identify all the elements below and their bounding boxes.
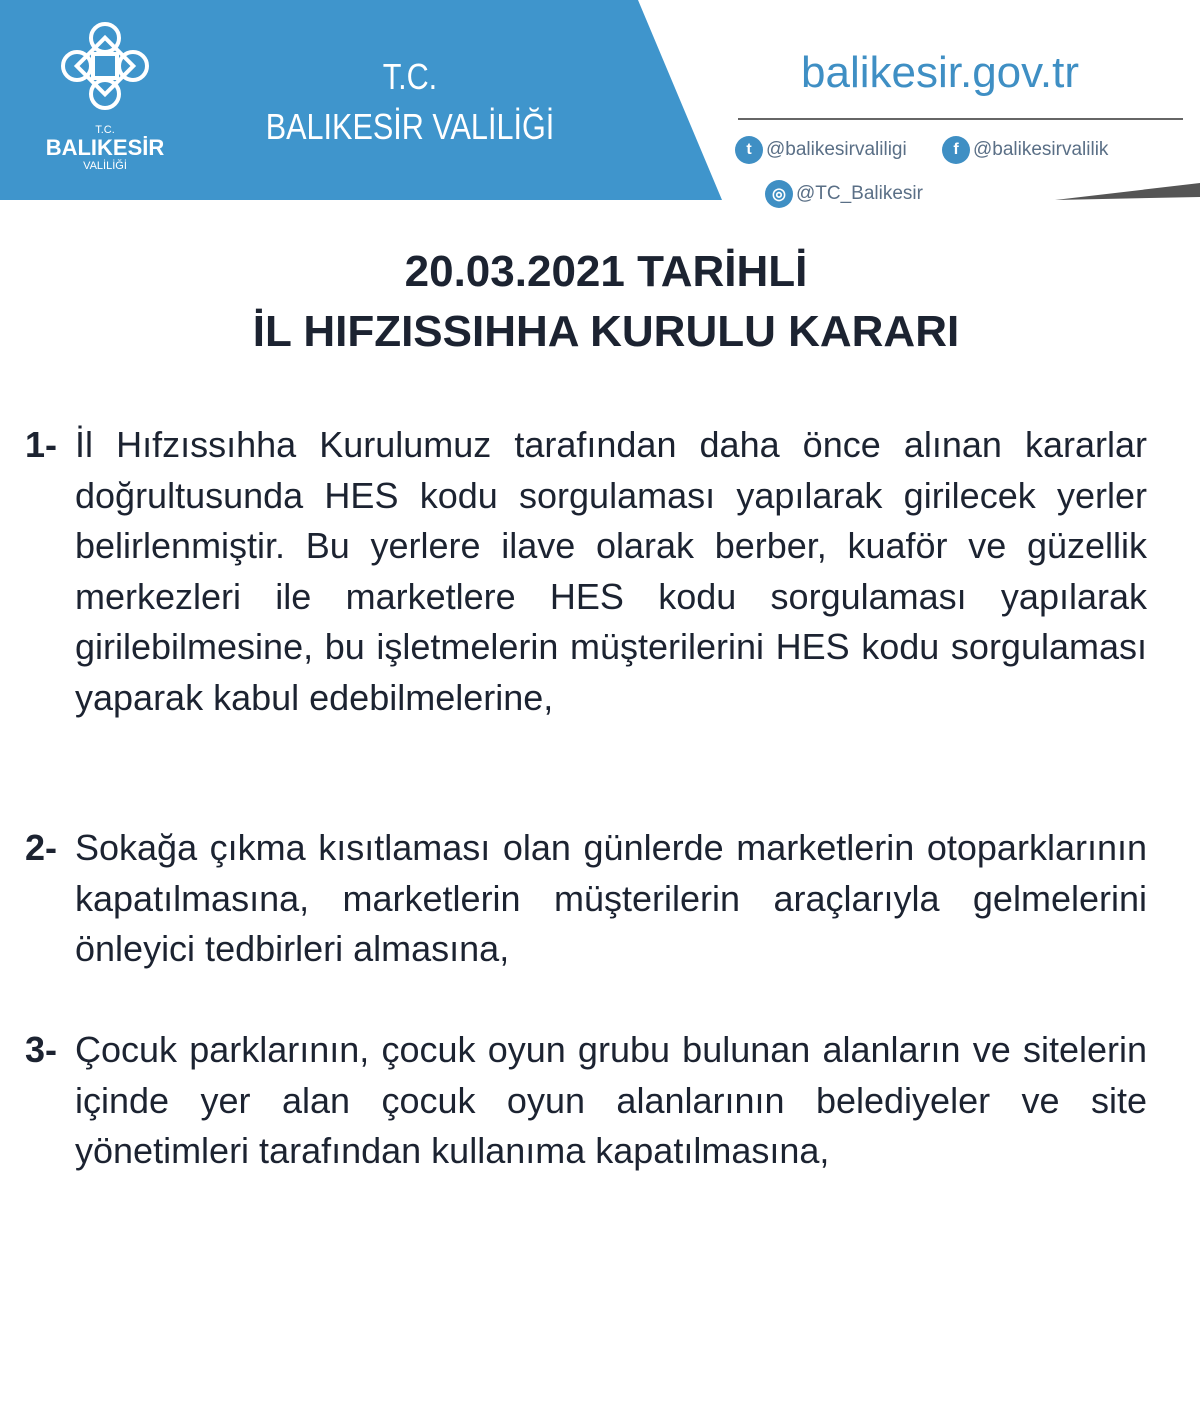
logo-sub: VALİLİĞİ xyxy=(83,160,127,172)
title-line1: 20.03.2021 TARİHLİ xyxy=(404,247,808,296)
title-line2: İL HIFZISSIHHA KURULU KARARI xyxy=(252,307,960,356)
item-text: Sokağa çıkma kısıtlaması olan günlerde marketlerin otoparklarının kapatılmasına, marketlerin müşterilerin araçlarıyla gelmelerini önleyici tedbirleri almasına, xyxy=(75,827,1147,969)
instagram-handle-text: @TC_Balikesir xyxy=(796,183,923,204)
item-number: 3- xyxy=(25,1029,58,1070)
logo-tc: T.C. xyxy=(95,124,115,136)
decision-item-2 xyxy=(25,823,1147,975)
divider xyxy=(738,118,1183,120)
knot-emblem-icon xyxy=(57,18,153,114)
website-link[interactable]: balikesir.gov.tr xyxy=(801,48,1079,97)
decision-item-1 xyxy=(25,420,1147,723)
banner-title-line1: T.C. xyxy=(382,56,438,97)
item-number: 1- xyxy=(25,424,58,465)
logo-name: BALIKESİR xyxy=(45,135,165,160)
instagram-icon: ◎ xyxy=(765,180,793,208)
item-text: Çocuk parklarının, çocuk oyun grubu bulunan alanların ve sitelerin içinde yer alan çocuk oyun alanlarının belediyeler ve site yönetimleri tarafından kullanıma kapatılmasına, xyxy=(75,1029,1147,1171)
facebook-handle[interactable] xyxy=(942,136,1108,164)
document-title xyxy=(0,242,1200,362)
twitter-handle[interactable] xyxy=(735,136,907,164)
item-text: İl Hıfzıssıhha Kurulumuz tarafından daha önce alınan kararlar doğrultusunda HES kodu sorgulaması yapılarak girilecek yerler belirlenmiştir. Bu yerlere ilave olarak berber, kuaför ve güzellik merkezleri ile marketlere HES kodu sorgulaması yapılarak girilebilmesine, bu işletmelerin müşterilerini HES kodu sorgulaması yaparak kabul edebilmelerine, xyxy=(75,424,1147,718)
item-number: 2- xyxy=(25,827,58,868)
twitter-icon: t xyxy=(735,136,763,164)
facebook-icon: f xyxy=(942,136,970,164)
header-banner xyxy=(0,0,1200,205)
twitter-handle-text: @balikesirvaliligi xyxy=(766,139,907,160)
instagram-handle[interactable] xyxy=(765,180,923,208)
banner-title-line2: BALIKESİR VALİLİĞİ xyxy=(265,106,555,147)
facebook-handle-text: @balikesirvalilik xyxy=(973,139,1109,160)
decision-item-3 xyxy=(25,1025,1147,1177)
banner-background xyxy=(0,0,1200,205)
balikesir-valiligi-logo xyxy=(40,18,170,172)
